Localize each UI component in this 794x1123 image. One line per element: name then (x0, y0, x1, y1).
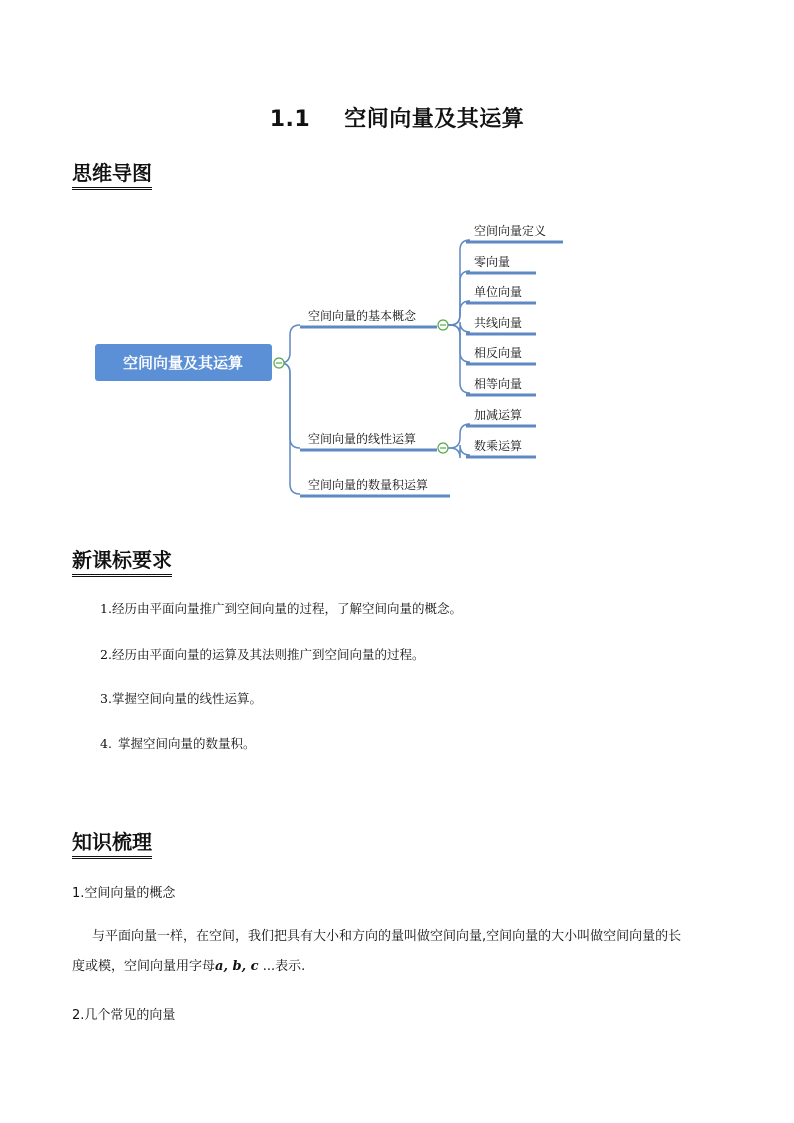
knowledge-paragraph-line2 (72, 953, 305, 981)
knowledge-item-2-title: 2.几个常见的向量 (72, 1008, 176, 1023)
standard-item-4 (100, 735, 255, 753)
standard-num: 1. (100, 601, 112, 616)
knowledge-paragraph-line1: 与平面向量一样，在空间，我们把具有大小和方向的量叫做空间向量,空间向量的大小叫做空间向量的长 (92, 929, 682, 944)
mindmap-leaf-label[interactable]: 加减运算 (474, 408, 523, 422)
mind-map (0, 222, 794, 512)
collapse-icon[interactable] (438, 320, 448, 330)
standard-num: 4. (100, 736, 112, 751)
paragraph-text: ...表示. (262, 959, 306, 974)
collapse-icon[interactable] (274, 358, 284, 368)
standard-num: 2. (100, 647, 112, 662)
mindmap-leaf-label[interactable]: 相等向量 (474, 377, 523, 391)
mindmap-leaf-label[interactable]: 空间向量定义 (474, 224, 547, 238)
standard-num: 3. (100, 691, 112, 706)
mindmap-leaf-label[interactable]: 单位向量 (474, 285, 523, 299)
standard-text: 经历由平面向量推广到空间向量的过程，了解空间向量的概念。 (111, 601, 462, 616)
mindmap-connector (448, 240, 470, 325)
mindmap-leaf-label[interactable]: 零向量 (474, 255, 511, 269)
vector-symbols: a, b, c (215, 959, 259, 974)
standard-text: 掌握空间向量的线性运算。 (111, 691, 262, 706)
mindmap-connector (448, 424, 470, 448)
standard-text: 经历由平面向量的运算及其法则推广到空间向量的过程。 (111, 647, 425, 662)
standard-text: 掌握空间向量的数量积。 (117, 736, 256, 751)
collapse-icon[interactable] (438, 443, 448, 453)
mindmap-connector (280, 325, 300, 363)
mindmap-root-label: 空间向量及其运算 (122, 354, 244, 372)
standard-item-2 (100, 646, 424, 664)
mindmap-connector (448, 301, 470, 325)
page-title (0, 102, 794, 133)
standards-heading: 新课标要求 (72, 547, 172, 577)
knowledge-item-1-title: 1.空间向量的概念 (72, 886, 176, 901)
standard-item-1 (100, 600, 462, 618)
mindmap-connector (448, 271, 470, 325)
mindmap-branch-label[interactable]: 空间向量的数量积运算 (308, 478, 429, 492)
knowledge-heading: 知识梳理 (72, 829, 152, 859)
mindmap-leaf-label[interactable]: 数乘运算 (474, 439, 523, 453)
paragraph-text: 度或模，空间向量用字母 (72, 959, 216, 974)
mindmap-branch-label[interactable]: 空间向量的基本概念 (308, 309, 417, 323)
standard-item-3 (100, 690, 262, 708)
title-text: 空间向量及其运算 (344, 107, 525, 132)
mindmap-root-node[interactable] (95, 344, 272, 381)
title-number: 1.1 (269, 107, 311, 132)
mindmap-branch-label[interactable]: 空间向量的线性运算 (308, 432, 417, 446)
mindmap-connector (280, 363, 300, 494)
mindmap-leaf-label[interactable]: 相反向量 (474, 346, 523, 360)
mindmap-heading: 思维导图 (72, 160, 152, 190)
mindmap-leaf-label[interactable]: 共线向量 (474, 316, 523, 330)
